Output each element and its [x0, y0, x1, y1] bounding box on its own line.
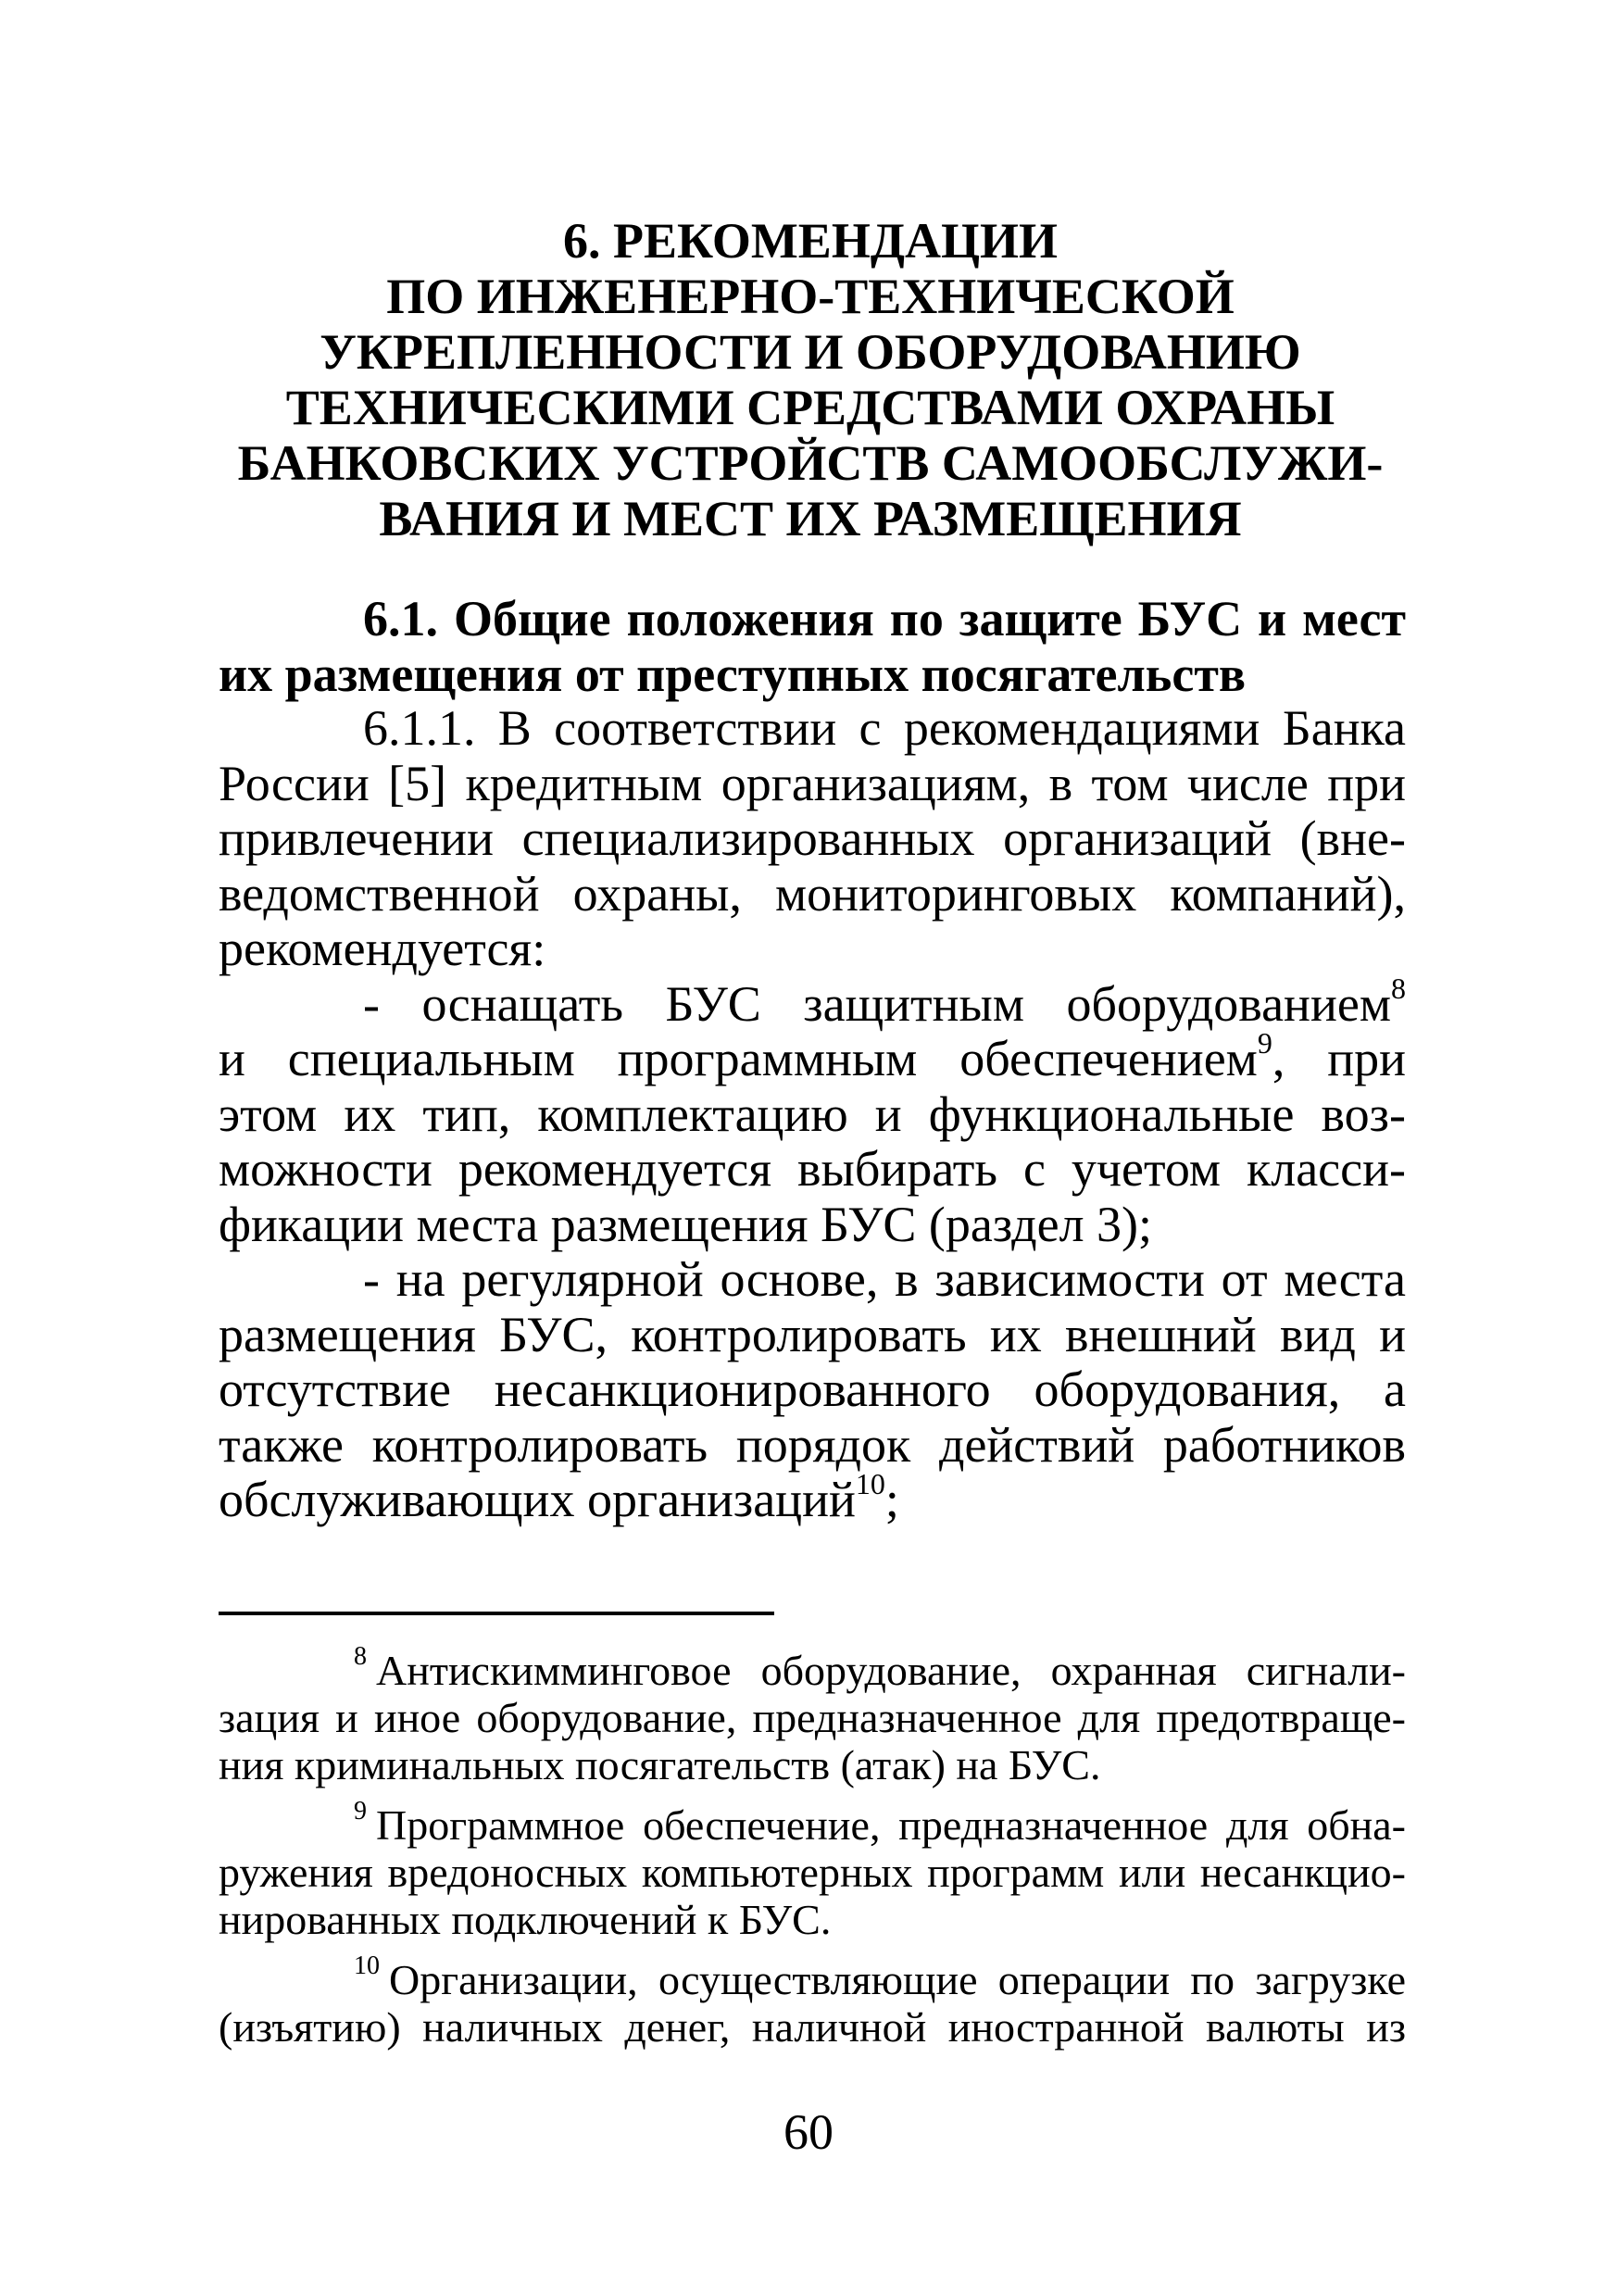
chapter-title-line: 6. РЕКОМЕНДАЦИИ	[563, 213, 1058, 269]
list-item-line: размещения БУС, контролировать их внешний вид и	[219, 1306, 1406, 1362]
section-title-line: их размещения от преступных посягательств	[219, 646, 1247, 702]
footnote-ref[interactable]: 9	[1257, 1026, 1272, 1060]
list-item-line: отсутствие несанкционированного оборудования, а	[219, 1361, 1406, 1417]
paragraph-line: ведомственной охраны, мониторинговых компаний),	[219, 865, 1406, 922]
footnote-line: ния криминальных посягательств (атак) на БУС.	[219, 1741, 1101, 1788]
footnote-line: ружения вредоносных компьютерных программ или несанкцио-	[219, 1849, 1406, 1896]
page-number: 60	[783, 2104, 834, 2160]
footnote-number: 8	[354, 1642, 367, 1671]
footnote-line: зация и иное оборудование, предназначенное для предотвраще-	[219, 1694, 1406, 1741]
section-title	[219, 591, 1406, 702]
chapter-title-line: ПО ИНЖЕНЕРНО-ТЕХНИЧЕСКОЙ	[386, 269, 1235, 324]
list-item-line: этом их тип, комплектацию и функциональные воз-	[219, 1085, 1406, 1142]
footnote-text: Программное обеспечение, предназначенное для обна-	[376, 1801, 1406, 1849]
list-item-line	[219, 1026, 1407, 1087]
list-item-line: - на регулярной основе, в зависимости от места	[363, 1251, 1406, 1307]
list-item-line	[219, 971, 1406, 1033]
list-item-text: и специальным программным обеспечением	[219, 1031, 1258, 1086]
footnote-number: 10	[354, 1951, 380, 1980]
footnote-number: 9	[354, 1797, 367, 1826]
list-item-text: ;	[884, 1472, 899, 1527]
footnote-line	[219, 1951, 1406, 2003]
list-item-text: обслуживающих организаций	[219, 1472, 856, 1527]
paragraph-line: России [5] кредитным организациям, в том числе при	[219, 755, 1406, 811]
body-text	[219, 701, 1406, 1528]
list-item-line: фикации места размещения БУС (раздел 3);	[219, 1196, 1153, 1252]
section-title-line: 6.1. Общие положения по защите БУС и мест	[363, 591, 1406, 646]
list-item-text: , при	[1272, 1031, 1407, 1086]
chapter-title	[213, 213, 1408, 546]
chapter-title-line: ВАНИЯ И МЕСТ ИХ РАЗМЕЩЕНИЯ	[379, 491, 1242, 546]
footnotes	[219, 1642, 1406, 2051]
footnote-ref[interactable]: 8	[1391, 971, 1406, 1005]
chapter-title-line: ТЕХНИЧЕСКИМИ СРЕДСТВАМИ ОХРАНЫ	[285, 380, 1335, 435]
footnote-separator	[219, 1612, 774, 1615]
footnote-ref[interactable]: 10	[855, 1467, 885, 1500]
footnote-line: (изъятию) наличных денег, наличной иностранной валюты из	[219, 2003, 1406, 2051]
list-item-line: можности рекомендуется выбирать с учетом класси-	[219, 1141, 1406, 1197]
footnote-line	[219, 1797, 1406, 1849]
footnote-text: Антискимминговое оборудование, охранная сигнали-	[376, 1647, 1406, 1694]
list-item-line: также контролировать порядок действий работников	[219, 1416, 1406, 1473]
chapter-title-line: УКРЕПЛЕННОСТИ И ОБОРУДОВАНИЮ	[320, 324, 1301, 380]
list-item-line	[219, 1467, 1406, 1528]
footnote-text: Организации, осуществляющие операции по загрузке	[389, 1956, 1406, 2003]
paragraph-line: 6.1.1. В соответствии с рекомендациями Банка	[363, 700, 1406, 756]
list-item-text: - оснащать БУС защитным оборудованием	[363, 975, 1391, 1032]
paragraph-line: рекомендуется:	[219, 921, 546, 976]
paragraph-line: привлечении специализированных организаций (вне-	[219, 810, 1406, 866]
chapter-title-line: БАНКОВСКИХ УСТРОЙСТВ САМООБСЛУЖИ-	[237, 435, 1384, 491]
footnote-line: нированных подключений к БУС.	[219, 1896, 832, 1943]
footnote-line	[219, 1642, 1406, 1694]
